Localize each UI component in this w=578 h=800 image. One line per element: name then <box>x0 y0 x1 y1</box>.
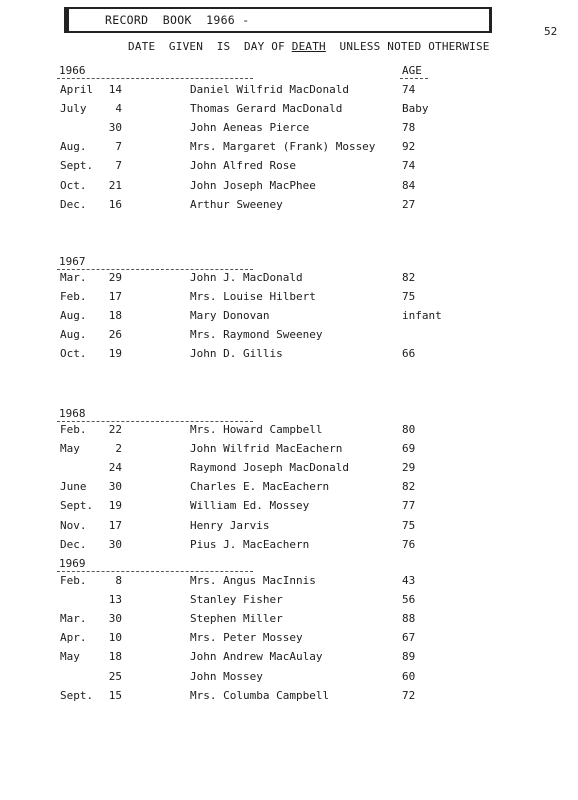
record-name: Raymond Joseph MacDonald <box>190 461 349 475</box>
record-month: May <box>60 650 80 664</box>
record-month: Feb. <box>60 423 87 436</box>
record-row <box>0 593 578 612</box>
record-month: Aug. <box>60 328 87 342</box>
record-age: 60 <box>402 669 416 683</box>
record-book-title-box <box>64 7 492 33</box>
record-row <box>0 480 578 499</box>
record-month: June <box>60 480 87 494</box>
record-row <box>0 670 578 689</box>
record-month: Dec. <box>60 197 87 211</box>
record-month: Aug. <box>60 140 87 154</box>
record-month: Oct. <box>60 178 87 192</box>
record-name: John J. MacDonald <box>190 271 303 284</box>
record-age: 78 <box>402 121 416 135</box>
record-day: 17 <box>108 290 122 304</box>
record-row <box>0 179 578 198</box>
record-name: Pius J. MacEachern <box>190 537 310 551</box>
record-age: 82 <box>402 271 416 284</box>
record-age: 84 <box>402 178 416 192</box>
record-month: Nov. <box>60 518 87 532</box>
record-month: Apr. <box>60 631 87 645</box>
record-name: John Mossey <box>190 669 263 683</box>
record-row <box>0 423 578 442</box>
record-name: Mrs. Peter Mossey <box>190 631 303 645</box>
record-month: Aug. <box>60 309 87 323</box>
record-name: Henry Jarvis <box>190 518 270 532</box>
record-age: 88 <box>402 612 416 626</box>
record-name: Mary Donovan <box>190 309 270 323</box>
record-day: 16 <box>108 197 122 211</box>
record-row <box>0 328 578 347</box>
year-underline <box>57 421 253 422</box>
record-day: 7 <box>115 159 122 173</box>
subtitle <box>128 40 490 53</box>
record-month: July <box>60 102 87 116</box>
record-row <box>0 442 578 461</box>
record-month: May <box>60 442 80 456</box>
record-name: John Joseph MacPhee <box>190 178 316 192</box>
record-age: 80 <box>402 423 416 436</box>
record-name: John Alfred Rose <box>190 159 296 173</box>
record-age: 75 <box>402 290 416 304</box>
record-age: 89 <box>402 650 416 664</box>
record-day: 8 <box>115 574 122 587</box>
record-month: Feb. <box>60 574 87 587</box>
year-underline <box>57 269 253 270</box>
record-day: 18 <box>108 309 122 323</box>
record-row <box>0 198 578 217</box>
record-name: William Ed. Mossey <box>190 499 310 513</box>
record-day: 2 <box>115 442 122 456</box>
year-heading: 1969 <box>59 557 86 570</box>
record-day: 29 <box>108 271 122 284</box>
record-row <box>0 102 578 121</box>
record-book-title: RECORD BOOK 1966 - <box>105 13 250 27</box>
record-row <box>0 461 578 480</box>
record-name: Charles E. MacEachern <box>190 480 330 494</box>
record-row <box>0 631 578 650</box>
record-day: 30 <box>108 537 122 551</box>
record-name: John Wilfrid MacEachern <box>190 442 343 456</box>
year-underline <box>57 78 253 79</box>
record-name: Mrs. Raymond Sweeney <box>190 328 323 342</box>
subtitle-post: UNLESS NOTED OTHERWISE <box>325 40 490 53</box>
record-row <box>0 140 578 159</box>
record-day: 18 <box>108 650 122 664</box>
record-month: Sept. <box>60 499 94 513</box>
record-name: John Andrew MacAulay <box>190 650 323 664</box>
record-age: 67 <box>402 631 416 645</box>
record-month: Dec. <box>60 537 87 551</box>
record-age: 43 <box>402 574 416 587</box>
year-heading: 1968 <box>59 407 86 420</box>
record-row <box>0 519 578 538</box>
record-day: 4 <box>115 102 122 116</box>
record-month: Feb. <box>60 290 87 304</box>
record-day: 30 <box>108 121 122 135</box>
record-name: Mrs. Angus MacInnis <box>190 574 316 587</box>
record-row <box>0 347 578 366</box>
record-day: 30 <box>108 480 122 494</box>
record-age: 75 <box>402 518 416 532</box>
record-row <box>0 290 578 309</box>
record-row <box>0 271 578 290</box>
record-row <box>0 612 578 631</box>
record-month: Sept. <box>60 159 94 173</box>
record-age: 29 <box>402 461 416 475</box>
record-row <box>0 159 578 178</box>
record-name: Thomas Gerard MacDonald <box>190 102 343 116</box>
record-row <box>0 309 578 328</box>
record-age: 56 <box>402 593 416 607</box>
record-row <box>0 689 578 708</box>
record-age: 92 <box>402 140 416 154</box>
record-day: 7 <box>115 140 122 154</box>
record-day: 17 <box>108 518 122 532</box>
record-name: Arthur Sweeney <box>190 197 283 211</box>
record-month: Mar. <box>60 612 87 626</box>
year-heading: 1966 <box>59 64 86 77</box>
record-day: 24 <box>108 461 122 475</box>
record-month: April <box>60 83 94 96</box>
record-row <box>0 121 578 140</box>
record-name: Stephen Miller <box>190 612 283 626</box>
record-name: Mrs. Margaret (Frank) Mossey <box>190 140 376 154</box>
record-day: 15 <box>108 688 122 702</box>
record-day: 13 <box>108 593 122 607</box>
year-underline <box>57 571 253 572</box>
record-name: Mrs. Louise Hilbert <box>190 290 316 304</box>
record-age: 72 <box>402 688 416 702</box>
record-age: 76 <box>402 537 416 551</box>
record-row <box>0 650 578 669</box>
record-day: 26 <box>108 328 122 342</box>
record-age: 82 <box>402 480 416 494</box>
record-month: Mar. <box>60 271 87 284</box>
subtitle-pre: DATE GIVEN IS DAY OF <box>128 40 292 53</box>
record-age: 74 <box>402 159 416 173</box>
record-name: John Aeneas Pierce <box>190 121 310 135</box>
record-day: 10 <box>108 631 122 645</box>
record-age: Baby <box>402 102 429 116</box>
age-underline <box>400 78 428 79</box>
record-day: 25 <box>108 669 122 683</box>
record-day: 14 <box>108 83 122 96</box>
record-row <box>0 83 578 102</box>
page-number: 52 <box>544 25 558 38</box>
record-name: John D. Gillis <box>190 347 283 361</box>
age-column-header: AGE <box>402 64 422 77</box>
record-name: Stanley Fisher <box>190 593 283 607</box>
record-age: 27 <box>402 197 416 211</box>
subtitle-death-word: DEATH <box>291 40 326 53</box>
record-name: Mrs. Columba Campbell <box>190 688 330 702</box>
record-row <box>0 538 578 557</box>
record-day: 19 <box>108 347 122 361</box>
record-name: Daniel Wilfrid MacDonald <box>190 83 349 96</box>
record-name: Mrs. Howard Campbell <box>190 423 323 436</box>
record-row <box>0 574 578 593</box>
record-age: infant <box>402 309 442 323</box>
record-month: Oct. <box>60 347 87 361</box>
record-age: 69 <box>402 442 416 456</box>
record-day: 22 <box>108 423 122 436</box>
record-age: 66 <box>402 347 416 361</box>
record-day: 21 <box>108 178 122 192</box>
year-heading: 1967 <box>59 255 86 268</box>
record-day: 30 <box>108 612 122 626</box>
record-month: Sept. <box>60 688 94 702</box>
record-age: 74 <box>402 83 416 96</box>
record-row <box>0 499 578 518</box>
record-day: 19 <box>108 499 122 513</box>
record-age: 77 <box>402 499 416 513</box>
